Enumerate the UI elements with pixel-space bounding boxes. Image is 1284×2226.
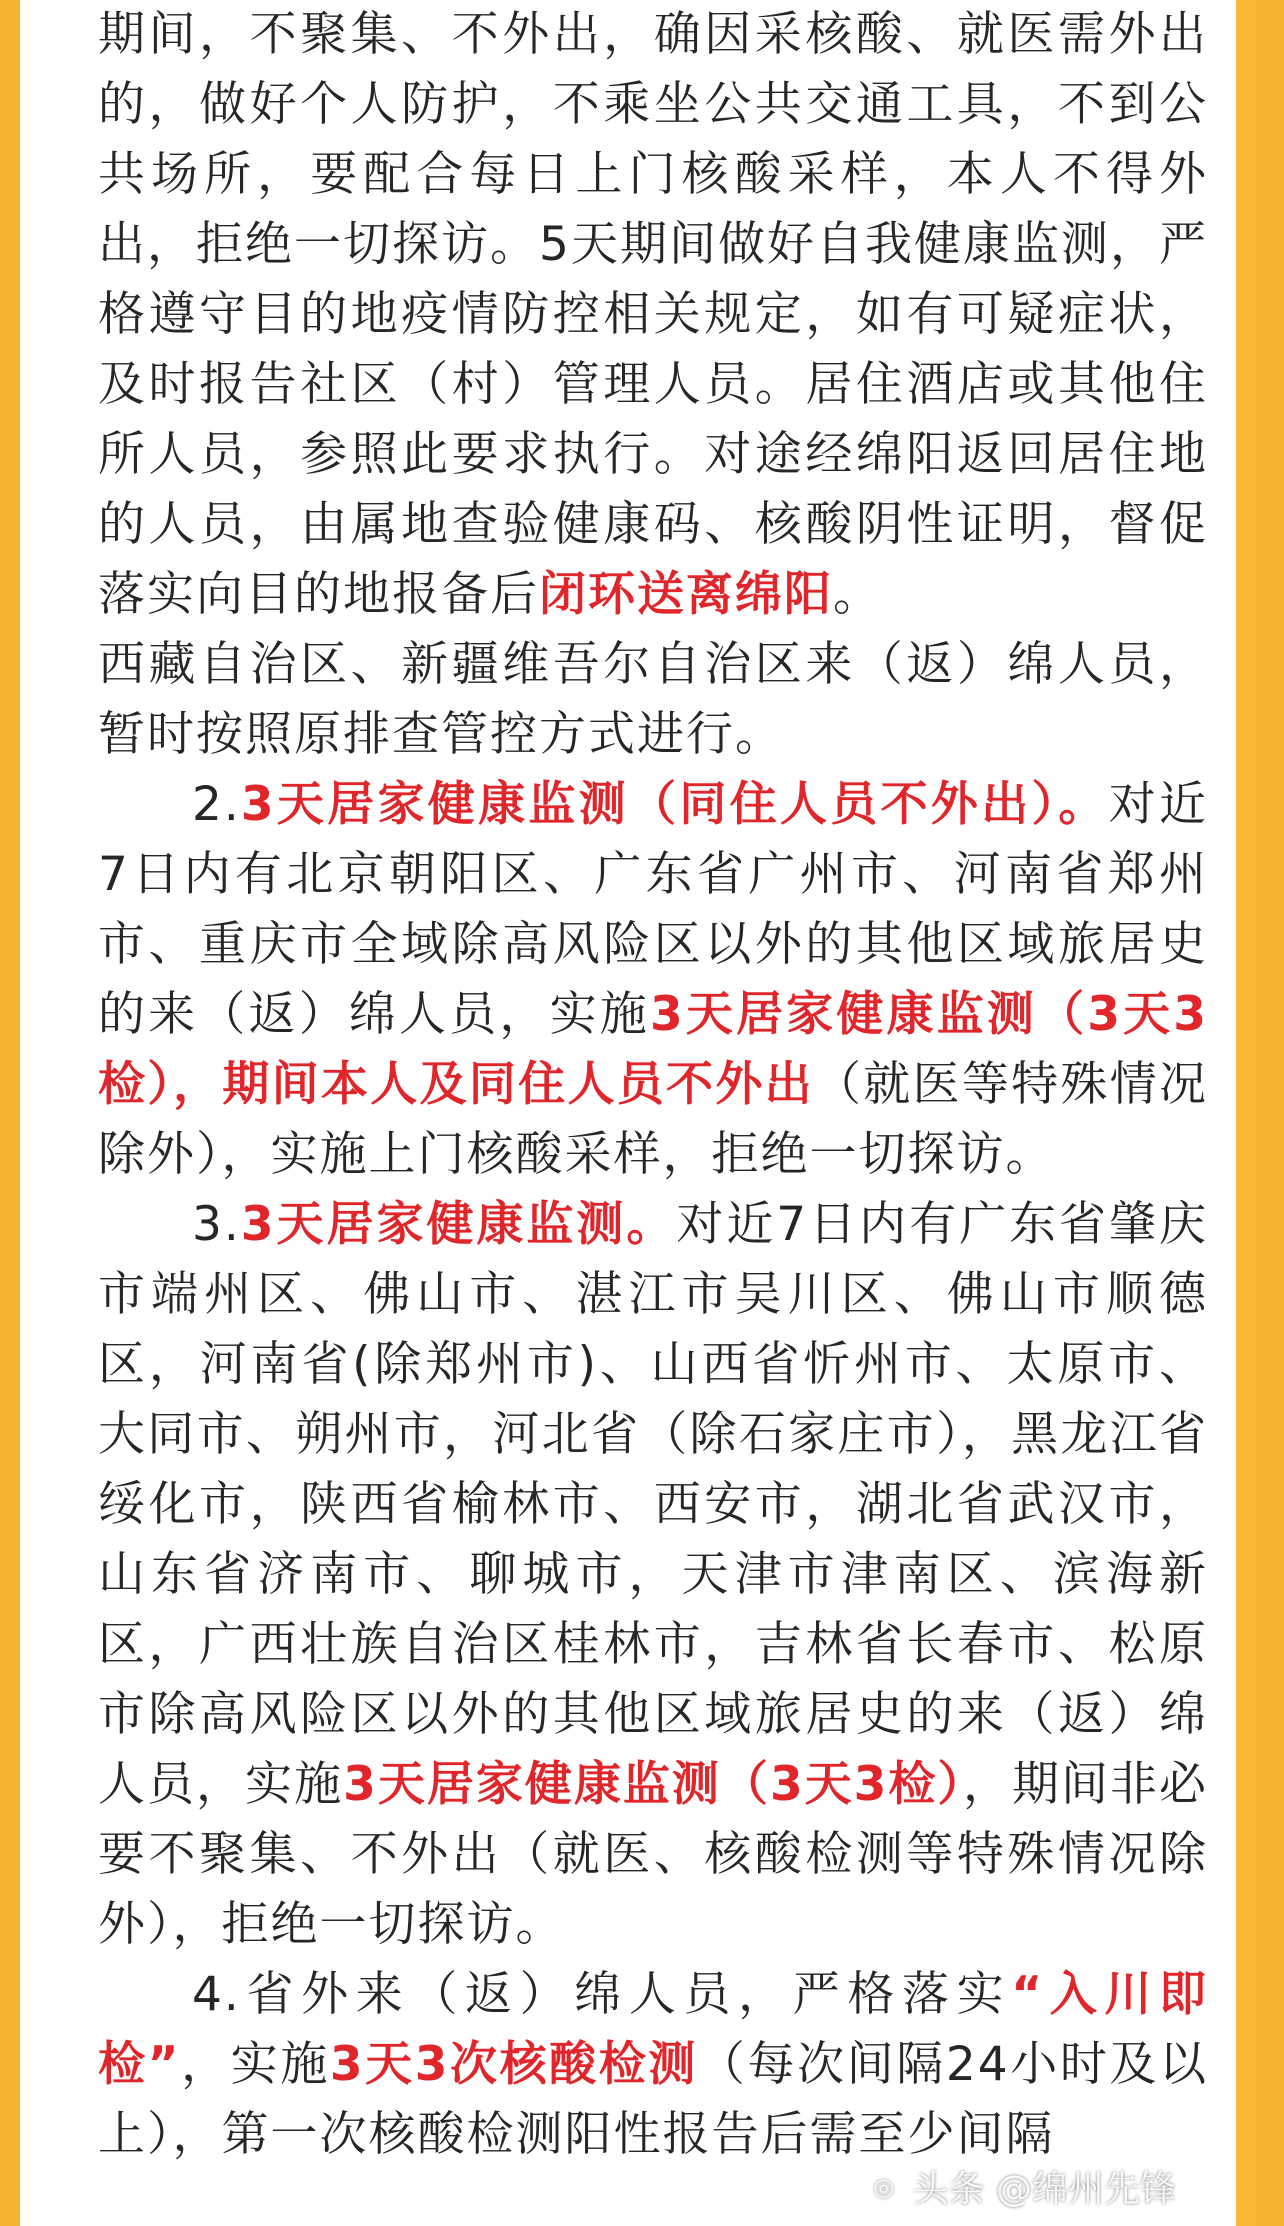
paragraph-1-text-2: 。 (833, 567, 882, 622)
paragraph-5-text-3: （每次间隔24小时及以上），第一次核酸检测阳性报告后需至少间隔 (98, 2037, 1209, 2162)
paragraph-1-text-1: 期间，不聚集、不外出，确因采核酸、就医需外出的，做好个人防护，不乘坐公共交通工具，不到公共场所，要配合每日上门核酸采样，本人不得外出，拒绝一切探访。5天期间做好自我健康监测，严格遵守目的地疫情防控相关规定，如有可疑症状，及时报告社区（村）管理人员。居住酒店或其他住所人员，参照此要求执行。对途经绵阳返回居住地的人员，由属地查验健康码、核酸阴性证明，督促落实向目的地报备后 (98, 7, 1208, 622)
toutiao-logo-icon: ◎ (861, 2164, 907, 2210)
paragraph-4 (98, 1190, 1208, 1960)
paragraph-1-highlight-1: 闭环送离绵阳 (539, 567, 833, 622)
paragraph-4-highlight-1: 3天居家健康监测。 (240, 1197, 677, 1252)
paragraph-5 (98, 1960, 1208, 2170)
paragraph-3-text-2: （就医等特殊情况除外），实施上门核酸采样，拒绝一切探访。 (98, 1057, 1209, 1182)
paragraph-3-text-1: 对近7日内有北京朝阳区、广东省广州市、河南省郑州市、重庆市全域除高风险区以外的其他区域旅居史的来（返）绵人员，实施 (98, 777, 1209, 1042)
document-sheet (20, 0, 1236, 2226)
watermark (861, 2161, 1176, 2212)
paragraph-5-text-2: ，实施 (180, 2037, 330, 2092)
paragraph-4-highlight-2: 3天居家健康监测（3天3检） (343, 1757, 963, 1812)
paragraph-5-highlight-1: “入川即检” (98, 1967, 1209, 2092)
paragraph-5-number: 4. (192, 1967, 241, 2022)
page-border-left (0, 0, 20, 2226)
page-border-right (1256, 0, 1284, 2226)
paragraph-3 (98, 770, 1208, 1190)
paragraph-3-highlight-1: 3天居家健康监测（同住人员不外出）。 (240, 777, 1109, 832)
article-body (98, 0, 1208, 2170)
paragraph-5-highlight-2: 3天3次核酸检测 (329, 2037, 698, 2092)
paragraph-2-text-1: 西藏自治区、新疆维吾尔自治区来（返）绵人员，暂时按照原排查管控方式进行。 (98, 637, 1208, 762)
paragraph-4-number: 3. (192, 1197, 241, 1252)
paragraph-5-text-1: 省外来（返）绵人员，严格落实 (240, 1967, 1012, 2022)
paragraph-2 (98, 630, 1208, 770)
paragraph-4-text-1: 对近7日内有广东省肇庆市端州区、佛山市、湛江市吴川区、佛山市顺德区，河南省(除郑州市)、山西省忻州市、太原市、大同市、朔州市，河北省（除石家庄市），黑龙江省绥化市，陕西省榆林市、西安市，湖北省武汉市，山东省济南市、聊城市，天津市津南区、滨海新区，广西壮族自治区桂林市，吉林省长春市、松原市除高风险区以外的其他区域旅居史的来（返）绵人员，实施 (98, 1197, 1209, 1812)
watermark-text: 头条 @绵州先锋 (912, 2169, 1176, 2210)
paragraph-3-number: 2. (192, 777, 241, 832)
paragraph-4-text-2: ，期间非必要不聚集、不外出（就医、核酸检测等特殊情况除外），拒绝一切探访。 (98, 1757, 1209, 1952)
paragraph-3-highlight-2: 3天居家健康监测（3天3检），期间本人及同住人员不外出 (98, 987, 1209, 1112)
paragraph-1 (98, 0, 1208, 630)
